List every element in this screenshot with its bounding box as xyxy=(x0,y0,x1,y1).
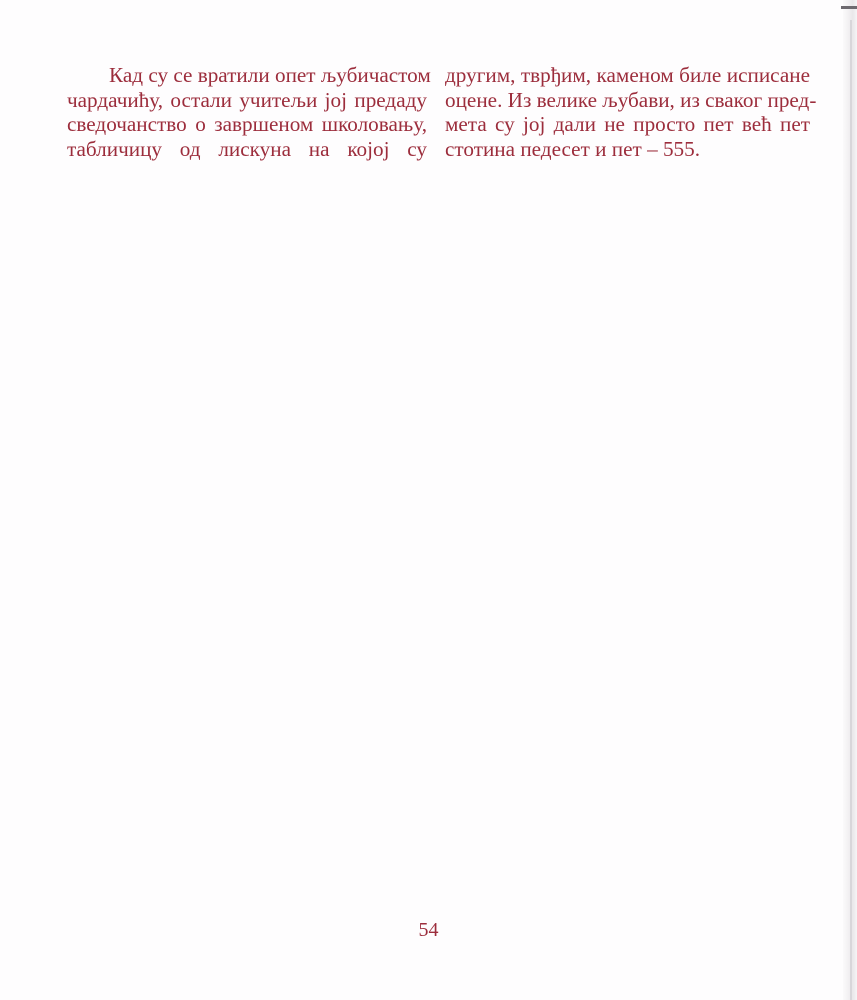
text-line: другим, тврђим, каменом биле исписане xyxy=(445,63,810,87)
text-line: стотина педесет и пет – 555. xyxy=(445,136,701,161)
text-column-right xyxy=(445,63,817,161)
paragraph-right xyxy=(445,63,817,161)
text-line: Кад су се вратили опет љубичастом xyxy=(109,63,431,87)
text-line: чардачићу, остали учитељи јој предаду xyxy=(67,87,427,112)
text-line: сведочанство о завршеном школовању, xyxy=(67,112,427,136)
text-line: оцене. Из велике љубави, из сваког пред- xyxy=(445,87,817,112)
page-edge-line xyxy=(850,20,852,1000)
text-line: табличицу од лискуна на којој су xyxy=(67,136,427,161)
text-column-left xyxy=(67,63,431,161)
page-number: 54 xyxy=(418,919,439,941)
corner-mark xyxy=(841,6,857,9)
paragraph-left xyxy=(67,63,431,161)
text-line: мета су јој дали не просто пет већ пет xyxy=(445,112,810,136)
